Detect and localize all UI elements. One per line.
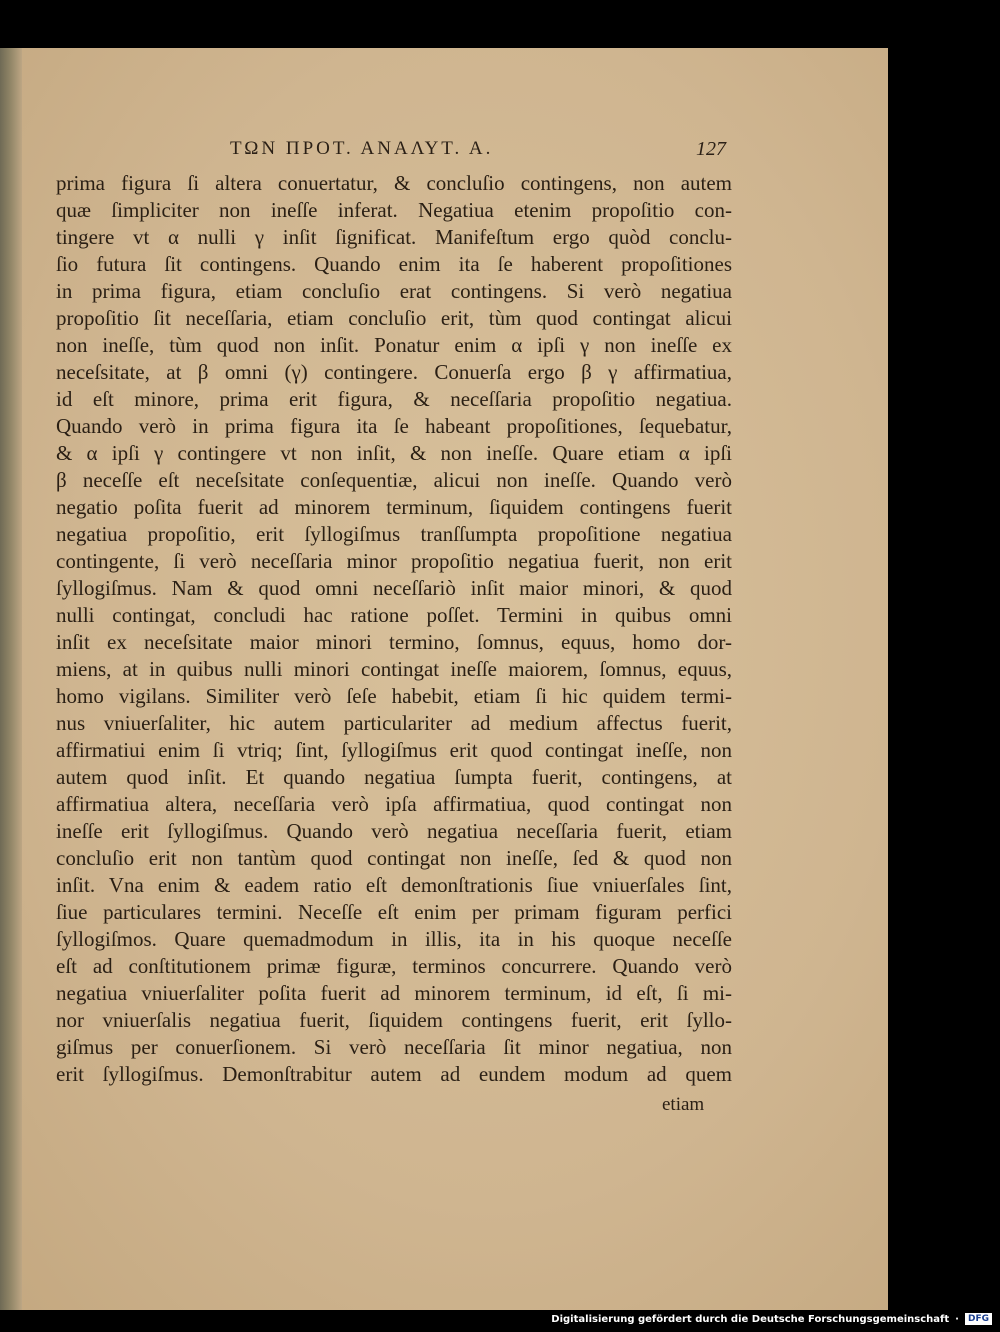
text-line: & α ipſi γ contingere vt non inſit, & non ineſſe. Quare etiam α ipſi (56, 441, 732, 465)
funding-credit: Digitalisierung gefördert durch die Deutsche Forschungsgemeinschaft (551, 1313, 950, 1325)
text-line: non ineſſe, tùm quod non inſit. Ponatur enim α ipſi γ non ineſſe ex (56, 333, 732, 357)
text-line: id eſt minore, prima erit figura, & neceſſaria propoſitio negatiua. (56, 387, 732, 411)
text-line: eſt ad conſtitutionem primæ figuræ, terminos concurrere. Quando verò (56, 954, 732, 978)
text-line: negatiua vniuerſaliter poſita fuerit ad minorem terminum, id eſt, ſi mi- (56, 981, 732, 1005)
page-edge-shadow (0, 48, 22, 1310)
footer-separator: · (955, 1313, 959, 1325)
text-line: β neceſſe eſt neceſsitate conſequentiæ, alicui non ineſſe. Quando verò (56, 468, 732, 492)
text-line: ſiue particulares termini. Neceſſe eſt enim per primam figuram perfici (56, 900, 732, 924)
text-line: quæ ſimpliciter non ineſſe inferat. Negatiua etenim propoſitio con- (56, 198, 732, 222)
text-line: prima figura ſi altera conuertatur, & concluſio contingens, non autem (56, 171, 732, 195)
text-line: concluſio erit non tantùm quod contingat non ineſſe, ſed & quod non (56, 846, 732, 870)
catchword: etiam (662, 1094, 705, 1115)
page-number: 127 (696, 138, 726, 160)
text-line: ſyllogiſmus. Nam & quod omni neceſſariò inſit maior minori, & quod (56, 576, 732, 600)
text-line: ſio futura ſit contingens. Quando enim ita ſe haberent propoſitiones (56, 252, 732, 276)
text-line: autem quod inſit. Et quando negatiua ſumpta fuerit, contingens, at (56, 765, 732, 789)
text-line: nulli contingat, concludi hac ratione poſſet. Termini in quibus omni (56, 603, 732, 627)
text-line: negatiua propoſitio, erit ſyllogiſmus tranſſumpta propoſitione negatiua (56, 522, 732, 546)
text-line: Quando verò in prima figura ita ſe habeant propoſitiones, ſequebatur, (56, 414, 732, 438)
text-line: propoſitio ſit neceſſaria, etiam concluſio erit, tùm quod contingat alicui (56, 306, 732, 330)
text-line: nus vniuerſaliter, hic autem particulariter ad medium affectus fuerit, (56, 711, 732, 735)
text-line: affirmatiua altera, neceſſaria verò ipſa affirmatiua, quod contingat non (56, 792, 732, 816)
text-line: negatio poſita fuerit ad minorem terminum, ſiquidem contingens fuerit (56, 495, 732, 519)
body-text (56, 170, 732, 1088)
text-line: homo vigilans. Similiter verò ſeſe habebit, etiam ſi hic quidem termi- (56, 684, 732, 708)
text-line: ineſſe erit ſyllogiſmus. Quando verò negatiua neceſſaria fuerit, etiam (56, 819, 732, 843)
text-line: in prima figura, etiam concluſio erat contingens. Si verò negatiua (56, 279, 732, 303)
text-line: tingere vt α nulli γ inſit ſignificat. Manifeſtum ergo quòd conclu- (56, 225, 732, 249)
running-header (230, 138, 730, 168)
digitization-footer (551, 1310, 992, 1328)
text-line: miens, at in quibus nulli minori contingat ineſſe maiorem, ſomnus, equus, (56, 657, 732, 681)
text-line: nor vniuerſalis negatiua fuerit, ſiquidem contingens fuerit, erit ſyllo- (56, 1008, 732, 1032)
text-line: giſmus per conuerſionem. Si verò neceſſaria ſit minor negatiua, non (56, 1035, 732, 1059)
text-line: contingente, ſi verò neceſſaria minor propoſitio negatiua fuerit, non erit (56, 549, 732, 573)
text-line: erit ſyllogiſmus. Demonſtrabitur autem ad eundem modum ad quem (56, 1062, 732, 1086)
text-line: neceſsitate, at β omni (γ) contingere. Conuerſa ergo β γ affirmatiua, (56, 360, 732, 384)
running-title: ΤΩΝ ΠΡΟΤ. ΑΝΑΛΥΤ. Α. (230, 138, 494, 159)
text-line: affirmatiui enim ſi vtriq; ſint, ſyllogiſmus erit quod contingat ineſſe, non (56, 738, 732, 762)
text-line: inſit ex neceſsitate maior minori termino, ſomnus, equus, homo dor- (56, 630, 732, 654)
text-line: inſit. Vna enim & eadem ratio eſt demonſtrationis ſiue vniuerſales ſint, (56, 873, 732, 897)
dfg-logo: DFG (965, 1313, 992, 1325)
text-line: ſyllogiſmos. Quare quemadmodum in illis, ita in his quoque neceſſe (56, 927, 732, 951)
